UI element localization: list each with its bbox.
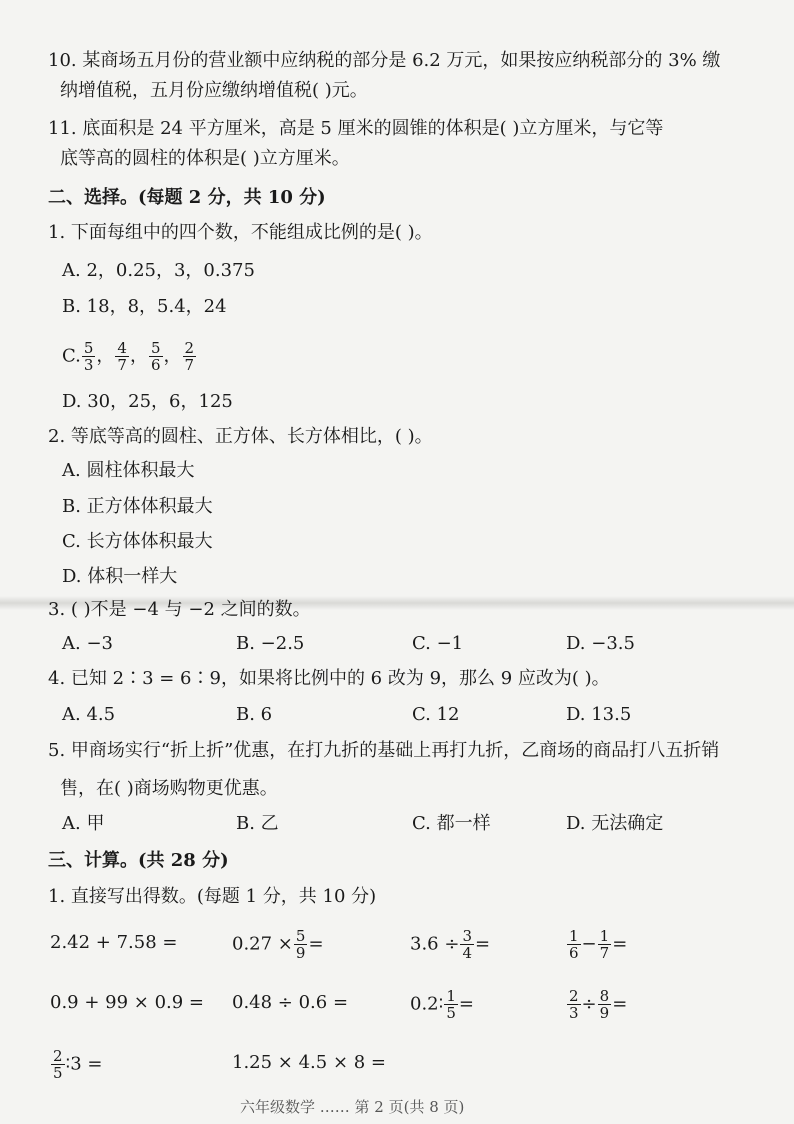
mc4-option-c: C. 12 [412,704,460,725]
page-footer: 六年级数学 …… 第 2 页(共 8 页) [240,1098,465,1116]
mc1-option-b: B. 18，8，5.4，24 [62,296,227,317]
calc-expr-4: $\frac{1}{6}$ − $\frac{1}{7}$ = [569,927,628,962]
calc-expr-2: 0.27 × $\frac{5}{9}$ = [232,927,324,962]
mc3-option-b: B. −2.5 [236,633,305,654]
calc-expr-9: $\frac{2}{5}$ ∶3 = [53,1047,103,1082]
mc5-option-a: A. 甲 [62,813,105,834]
fraction: $\frac{1}{6}$ [569,927,579,962]
mc5-option-b: B. 乙 [236,813,279,834]
mc2-option-c: C. 长方体体积最大 [62,531,213,552]
mc3-option-d: D. −3.5 [566,633,635,654]
fraction: $\frac{1}{7}$ [599,927,610,962]
mc2-option-d: D. 体积一样大 [62,566,178,587]
fraction: $\frac{5}{6}$ [150,339,161,374]
mc4-option-d: D. 13.5 [566,704,632,725]
mc4-option-a: A. 4.5 [62,704,116,725]
calc-expr-10: 1.25 × 4.5 × 8 = [232,1052,387,1073]
mc5-line2: 售，在( )商场购物更优惠。 [60,778,278,799]
calc-expr-5: 0.9 + 99 × 0.9 = [50,992,205,1013]
fraction: $\frac{2}{7}$ [184,339,195,374]
q10-line2: 纳增值税，五月份应缴纳增值税( )元。 [60,80,368,101]
fraction: $\frac{5}{3}$ [83,339,94,374]
fraction: $\frac{3}{4}$ [462,927,472,962]
mc3-option-c: C. −1 [412,633,464,654]
mc1-option-d: D. 30，25，6，125 [62,391,233,412]
mc5-option-d: D. 无法确定 [566,813,664,834]
mc5-line1: 5. 甲商场实行“折上折”优惠，在打九折的基础上再打九折，乙商场的商品打八五折销 [48,740,720,761]
fraction: $\frac{4}{7}$ [117,339,127,374]
mc1-option-c-prefix: C. [62,345,81,367]
mc5-option-c: C. 都一样 [412,813,491,834]
section2-title: 二、选择。(每题 2 分，共 10 分) [48,187,326,208]
mc1-option-c: C. $\frac{5}{3}$ ， $\frac{4}{7}$ ， $\frac{5}{6}$ ， $\frac{2}{7}$ [62,339,195,374]
calc-expr-6: 0.48 ÷ 0.6 = [232,992,349,1013]
mc2-option-a: A. 圆柱体积最大 [62,460,195,481]
calc-expr-1: 2.42 + 7.58 = [50,932,178,953]
mc2-option-b: B. 正方体体积最大 [62,496,213,517]
fraction: $\frac{1}{5}$ [446,987,456,1022]
q11-line1: 11. 底面积是 24 平方厘米，高是 5 厘米的圆锥的体积是( )立方厘米，与它等 [48,118,664,139]
fraction: $\frac{2}{3}$ [569,987,579,1022]
fraction: $\frac{2}{5}$ [53,1047,63,1082]
mc4-option-b: B. 6 [236,704,273,725]
q11-line2: 底等高的圆柱的体积是( )立方厘米。 [60,148,350,169]
q10-line1: 10. 某商场五月份的营业额中应纳税的部分是 6.2 万元，如果按应纳税部分的 3% 缴 [48,50,721,71]
fraction: $\frac{8}{9}$ [599,987,610,1022]
mc4-stem: 4. 已知 2∶3 = 6∶9，如果将比例中的 6 改为 9，那么 9 应改为( )。 [48,668,610,689]
mc3-option-a: A. −3 [62,633,113,654]
section3-title: 三、计算。(共 28 分) [48,850,229,871]
mc3-stem: 3. ( )不是 −4 与 −2 之间的数。 [48,599,311,620]
calc-expr-8: $\frac{2}{3}$ ÷ $\frac{8}{9}$ = [569,987,628,1022]
calc-expr-3: 3.6 ÷ $\frac{3}{4}$ = [410,927,491,962]
mc2-stem: 2. 等底等高的圆柱、正方体、长方体相比，( )。 [48,426,433,447]
fraction: $\frac{5}{9}$ [295,927,306,962]
mc1-stem: 1. 下面每组中的四个数，不能组成比例的是( )。 [48,222,433,243]
calc-expr-7: 0.2∶ $\frac{1}{5}$ = [410,987,474,1022]
mc1-option-a: A. 2，0.25，3，0.375 [62,260,255,281]
calc1-title: 1. 直接写出得数。(每题 1 分，共 10 分) [48,886,377,907]
